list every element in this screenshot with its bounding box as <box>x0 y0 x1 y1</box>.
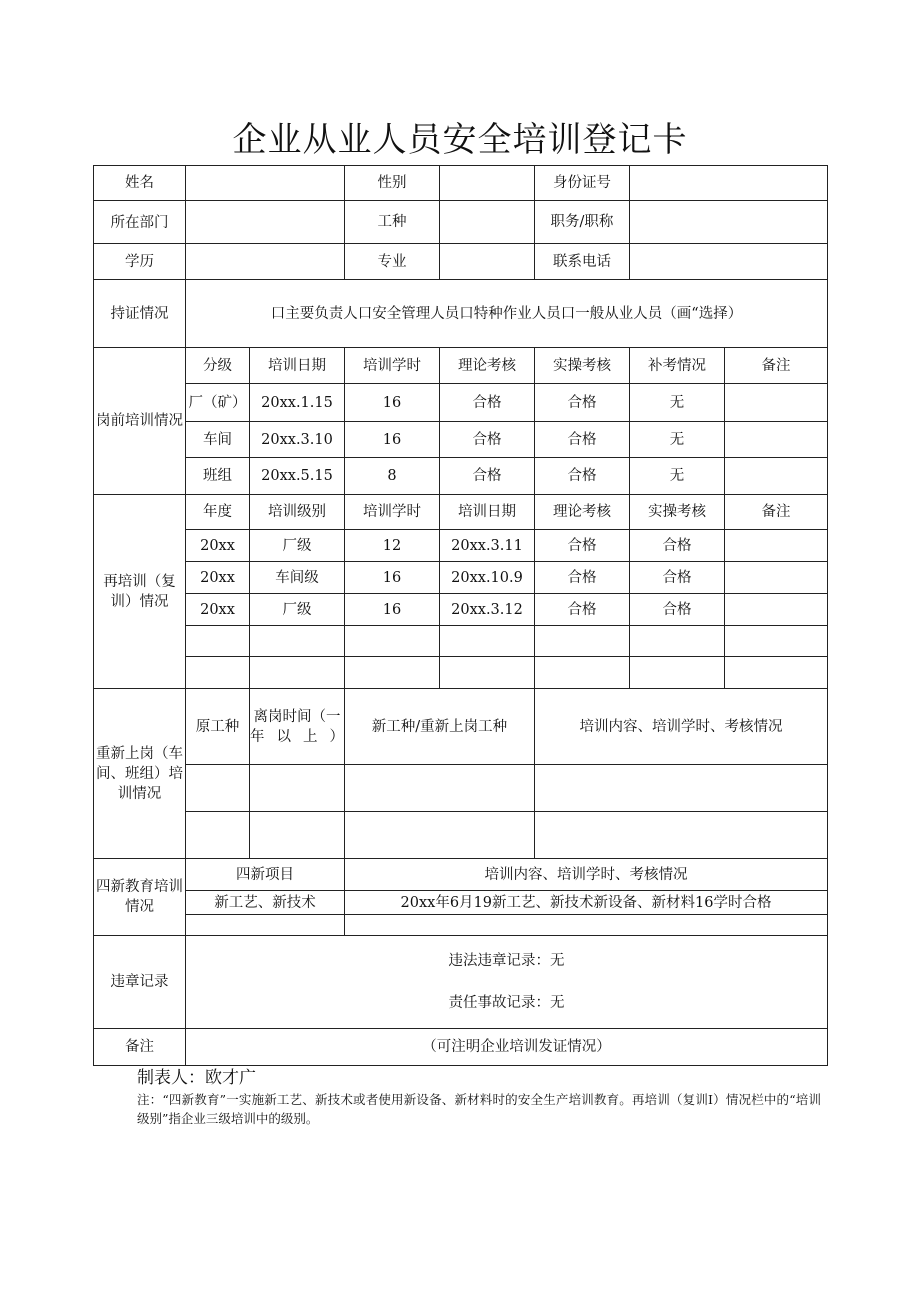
retrain-cell: 12 <box>345 530 440 562</box>
position-value[interactable] <box>630 201 828 244</box>
pre-job-cell: 合格 <box>440 422 535 458</box>
accident-record: 责任事故记录：无 <box>448 995 565 1011</box>
table-row <box>94 422 828 458</box>
retrain-cell: 16 <box>345 594 440 626</box>
retrain-cell: 合格 <box>535 530 630 562</box>
basic-row-3 <box>94 244 828 280</box>
rejob-header: 原工种 <box>186 689 250 765</box>
retrain-header: 理论考核 <box>535 495 630 530</box>
rejob-header-row <box>94 689 828 765</box>
retrain-cell <box>725 562 828 594</box>
retrain-header-row <box>94 495 828 530</box>
gender-value[interactable] <box>440 166 535 201</box>
rejob-header: 离岗时间（一年以上） <box>250 689 345 765</box>
table-row <box>94 626 828 657</box>
pre-job-header: 培训学时 <box>345 348 440 384</box>
retrain-cell: 20xx <box>186 530 250 562</box>
table-row <box>94 594 828 626</box>
table-row <box>94 915 828 936</box>
basic-row-2 <box>94 201 828 244</box>
pre-job-cell: 16 <box>345 422 440 458</box>
rejob-header: 培训内容、培训学时、考核情况 <box>535 689 828 765</box>
gender-label: 性别 <box>345 166 440 201</box>
four-new-header-row <box>94 859 828 891</box>
job-value[interactable] <box>440 201 535 244</box>
pre-job-cell: 合格 <box>535 458 630 495</box>
pre-job-cell: 20xx.3.10 <box>250 422 345 458</box>
retrain-cell: 厂级 <box>250 594 345 626</box>
dept-label: 所在部门 <box>94 201 186 244</box>
pre-job-header-row <box>94 348 828 384</box>
pre-job-cell: 班组 <box>186 458 250 495</box>
violation-label: 违章记录 <box>94 936 186 1029</box>
violation-row <box>94 936 828 1029</box>
rejob-label: 重新上岗（车间、班组）培训情况 <box>94 689 186 859</box>
retrain-header: 培训学时 <box>345 495 440 530</box>
pre-job-label: 岗前培训情况 <box>94 348 186 495</box>
retrain-cell: 合格 <box>535 594 630 626</box>
retrain-cell: 20xx <box>186 594 250 626</box>
remarks-label: 备注 <box>94 1029 186 1066</box>
pre-job-cell: 无 <box>630 422 725 458</box>
basic-row-1 <box>94 166 828 201</box>
pre-job-cell: 20xx.5.15 <box>250 458 345 495</box>
retrain-cell: 合格 <box>630 562 725 594</box>
pre-job-cell: 厂（矿） <box>186 384 250 422</box>
table-row <box>94 765 828 812</box>
registration-card-table <box>93 165 828 1066</box>
retrain-cell: 16 <box>345 562 440 594</box>
pre-job-cell: 车间 <box>186 422 250 458</box>
id-label: 身份证号 <box>535 166 630 201</box>
four-new-cell: 新工艺、新技术 <box>186 891 345 915</box>
retrain-cell: 20xx.3.11 <box>440 530 535 562</box>
retrain-header: 实操考核 <box>630 495 725 530</box>
edu-label: 学历 <box>94 244 186 280</box>
maker-line: 制表人：欧才广 <box>137 1068 256 1088</box>
pre-job-header: 实操考核 <box>535 348 630 384</box>
illegal-record: 违法违章记录：无 <box>448 953 565 969</box>
pre-job-cell: 合格 <box>440 384 535 422</box>
pre-job-header: 备注 <box>725 348 828 384</box>
pre-job-cell: 合格 <box>535 422 630 458</box>
pre-job-cell: 16 <box>345 384 440 422</box>
retrain-cell: 车间级 <box>250 562 345 594</box>
table-row <box>94 384 828 422</box>
footnote: 注：“四新教育”一实施新工艺、新技术或者使用新设备、新材料时的安全生产培训教育。再培训（复训I）情况栏中的“培训级别”指企业三级培训中的级别。 <box>137 1092 821 1126</box>
retrain-cell: 厂级 <box>250 530 345 562</box>
pre-job-header: 补考情况 <box>630 348 725 384</box>
remarks-text[interactable]: （可注明企业培训发证情况） <box>186 1029 828 1066</box>
dept-value[interactable] <box>186 201 345 244</box>
pre-job-cell: 合格 <box>440 458 535 495</box>
four-new-label: 四新教育培训情况 <box>94 859 186 936</box>
name-value[interactable] <box>186 166 345 201</box>
table-row <box>94 530 828 562</box>
pre-job-cell: 无 <box>630 384 725 422</box>
pre-job-cell <box>725 458 828 495</box>
retrain-label: 再培训（复训）情况 <box>94 495 186 689</box>
table-row <box>94 458 828 495</box>
retrain-cell: 20xx.10.9 <box>440 562 535 594</box>
pre-job-header: 理论考核 <box>440 348 535 384</box>
pre-job-cell: 无 <box>630 458 725 495</box>
retrain-header: 培训级别 <box>250 495 345 530</box>
pre-job-cell <box>725 384 828 422</box>
phone-value[interactable] <box>630 244 828 280</box>
four-new-cell: 20xx年6月19新工艺、新技术新设备、新材料16学时合格 <box>345 891 828 915</box>
cert-row <box>94 280 828 348</box>
retrain-cell: 合格 <box>535 562 630 594</box>
position-label: 职务/职称 <box>535 201 630 244</box>
retrain-cell: 合格 <box>630 530 725 562</box>
cert-options[interactable]: 口主要负责人口安全管理人员口特种作业人员口一般从业人员（画“选择） <box>186 280 828 348</box>
pre-job-header: 分级 <box>186 348 250 384</box>
phone-label: 联系电话 <box>535 244 630 280</box>
table-row <box>94 657 828 689</box>
edu-value[interactable] <box>186 244 345 280</box>
four-new-header: 培训内容、培训学时、考核情况 <box>345 859 828 891</box>
job-label: 工种 <box>345 201 440 244</box>
remarks-row <box>94 1029 828 1066</box>
pre-job-cell <box>725 422 828 458</box>
pre-job-cell: 合格 <box>535 384 630 422</box>
major-value[interactable] <box>440 244 535 280</box>
cert-label: 持证情况 <box>94 280 186 348</box>
retrain-header: 培训日期 <box>440 495 535 530</box>
pre-job-cell: 20xx.1.15 <box>250 384 345 422</box>
retrain-cell: 合格 <box>630 594 725 626</box>
rejob-header: 新工种/重新上岗工种 <box>345 689 535 765</box>
retrain-cell: 20xx.3.12 <box>440 594 535 626</box>
retrain-cell: 20xx <box>186 562 250 594</box>
retrain-header: 年度 <box>186 495 250 530</box>
table-row <box>94 812 828 859</box>
name-label: 姓名 <box>94 166 186 201</box>
page-title: 企业从业人员安全培训登记卡 <box>232 120 688 160</box>
retrain-header: 备注 <box>725 495 828 530</box>
four-new-header: 四新项目 <box>186 859 345 891</box>
table-row <box>94 891 828 915</box>
violation-content <box>186 936 828 1029</box>
major-label: 专业 <box>345 244 440 280</box>
pre-job-cell: 8 <box>345 458 440 495</box>
table-row <box>94 562 828 594</box>
pre-job-header: 培训日期 <box>250 348 345 384</box>
retrain-cell <box>725 530 828 562</box>
id-value[interactable] <box>630 166 828 201</box>
retrain-cell <box>725 594 828 626</box>
